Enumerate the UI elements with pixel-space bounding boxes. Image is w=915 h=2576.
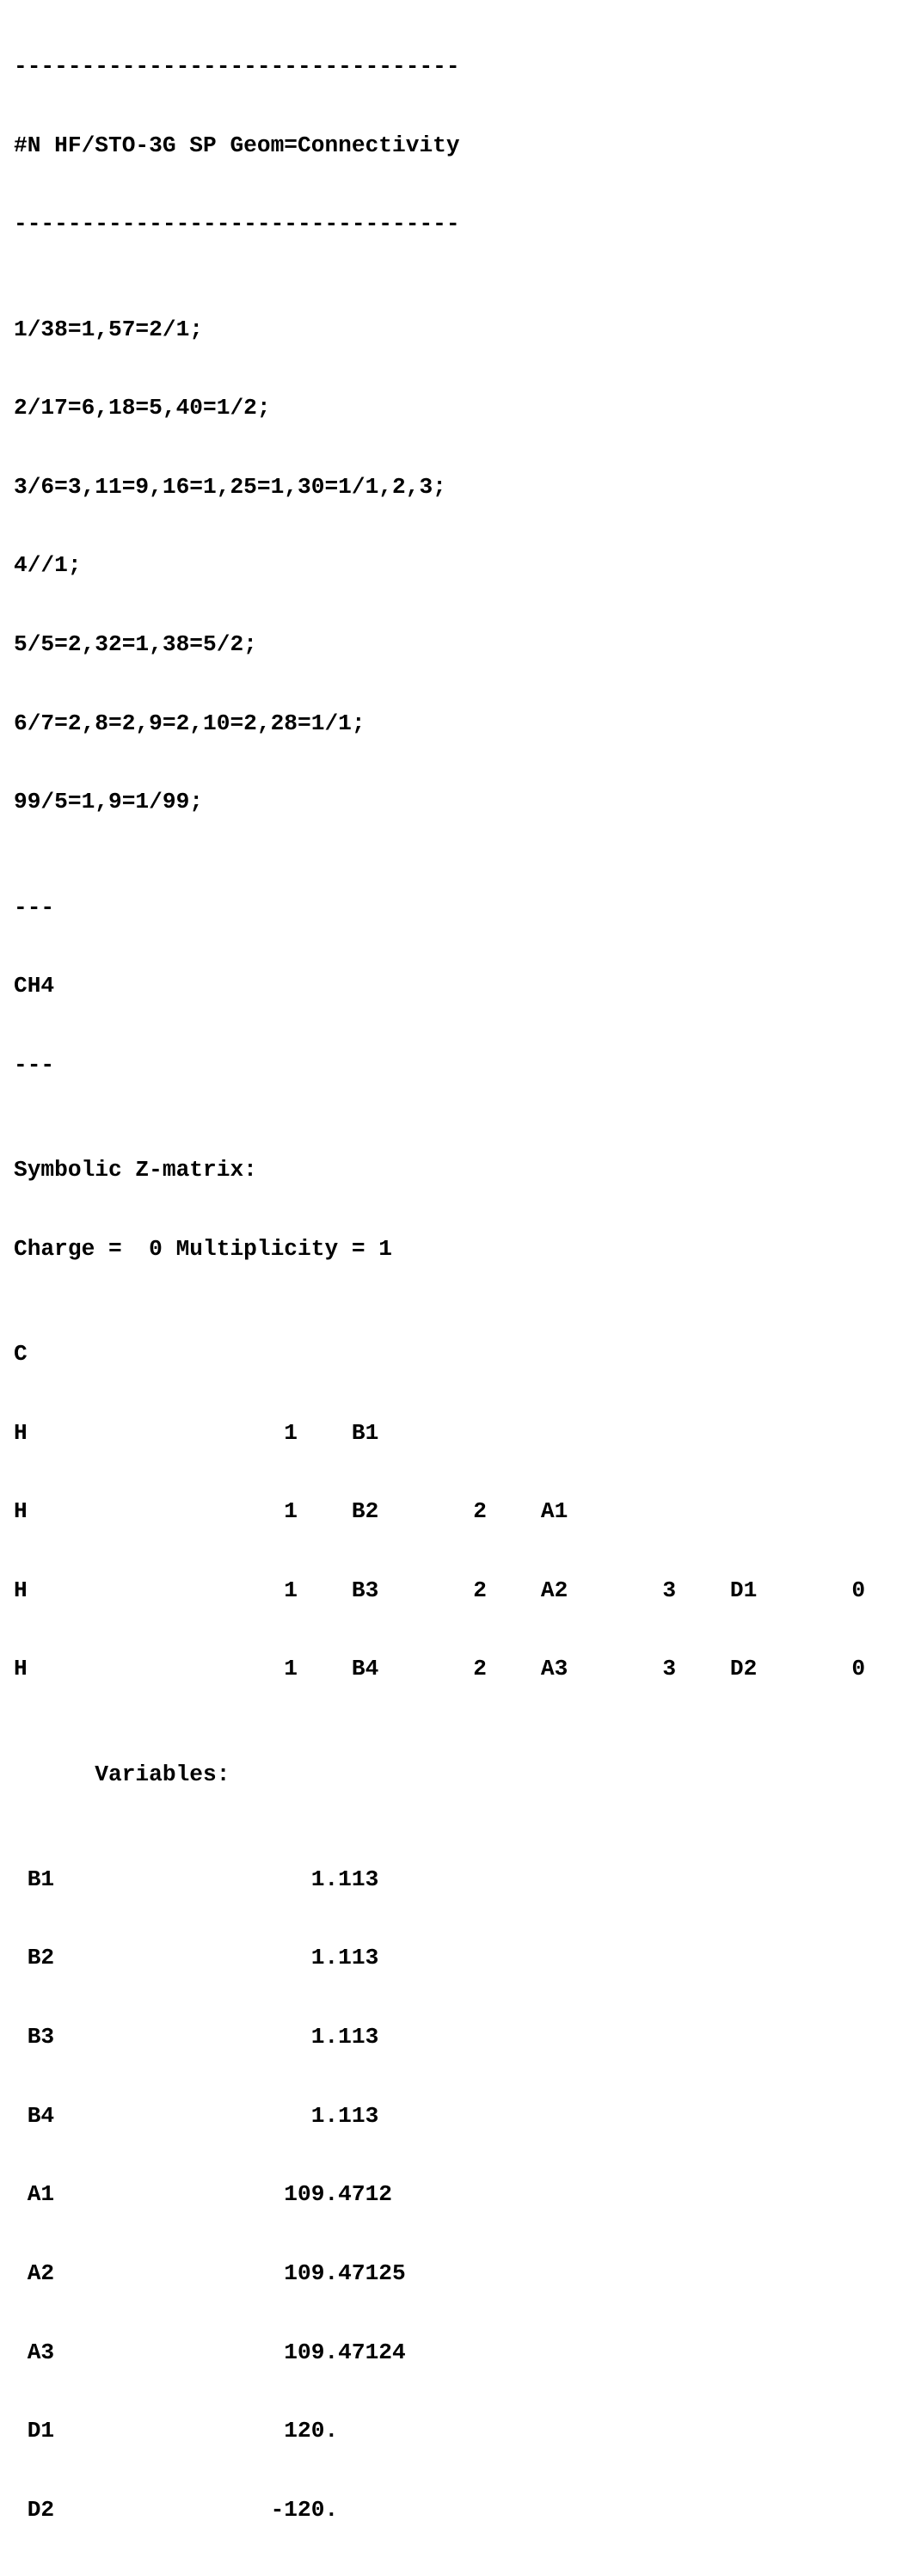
zmatrix-atom-line: C bbox=[14, 1340, 28, 1367]
title-divider-top: --- bbox=[14, 894, 55, 920]
link-command-line: 99/5=1,9=1/99; bbox=[14, 789, 204, 815]
variables-label: Variables: bbox=[14, 1761, 230, 1787]
route-line: #N HF/STO-3G SP Geom=Connectivity bbox=[14, 132, 460, 158]
variable-line: B2 1.113 bbox=[14, 1945, 379, 1971]
variable-line: B4 1.113 bbox=[14, 2102, 379, 2129]
link-command-line: 3/6=3,11=9,16=1,25=1,30=1/1,2,3; bbox=[14, 473, 446, 500]
link-command-line: 6/7=2,8=2,9=2,10=2,28=1/1; bbox=[14, 710, 365, 736]
variable-line: B3 1.113 bbox=[14, 2024, 379, 2050]
variable-line: B1 1.113 bbox=[14, 1866, 379, 1892]
zmatrix-atom-line: H 1 B4 2 A3 3 D2 0 bbox=[14, 1656, 866, 1682]
charge-multiplicity-line: Charge = 0 Multiplicity = 1 bbox=[14, 1235, 393, 1262]
link-command-line: 5/5=2,32=1,38=5/2; bbox=[14, 631, 257, 658]
zmatrix-atom-line: H 1 B2 2 A1 bbox=[14, 1498, 568, 1525]
variable-line: A3 109.47124 bbox=[14, 2339, 406, 2365]
variable-line: A2 109.47125 bbox=[14, 2260, 406, 2287]
molecule-title: CH4 bbox=[14, 973, 55, 999]
link-command-line: 4//1; bbox=[14, 552, 82, 579]
divider-top: --------------------------------- bbox=[14, 53, 460, 80]
link-command-line: 2/17=6,18=5,40=1/2; bbox=[14, 395, 271, 421]
variable-line: D1 120. bbox=[14, 2418, 339, 2444]
variable-line: A1 109.4712 bbox=[14, 2181, 393, 2208]
title-divider-bottom: --- bbox=[14, 1051, 55, 1078]
divider-bottom: --------------------------------- bbox=[14, 211, 460, 237]
zmatrix-atom-line: H 1 B3 2 A2 3 D1 0 bbox=[14, 1577, 866, 1603]
zmatrix-section-label: Symbolic Z-matrix: bbox=[14, 1157, 257, 1183]
variable-line: D2 -120. bbox=[14, 2496, 339, 2523]
link-command-line: 1/38=1,57=2/1; bbox=[14, 316, 204, 342]
zmatrix-atom-line: H 1 B1 bbox=[14, 1419, 379, 1446]
